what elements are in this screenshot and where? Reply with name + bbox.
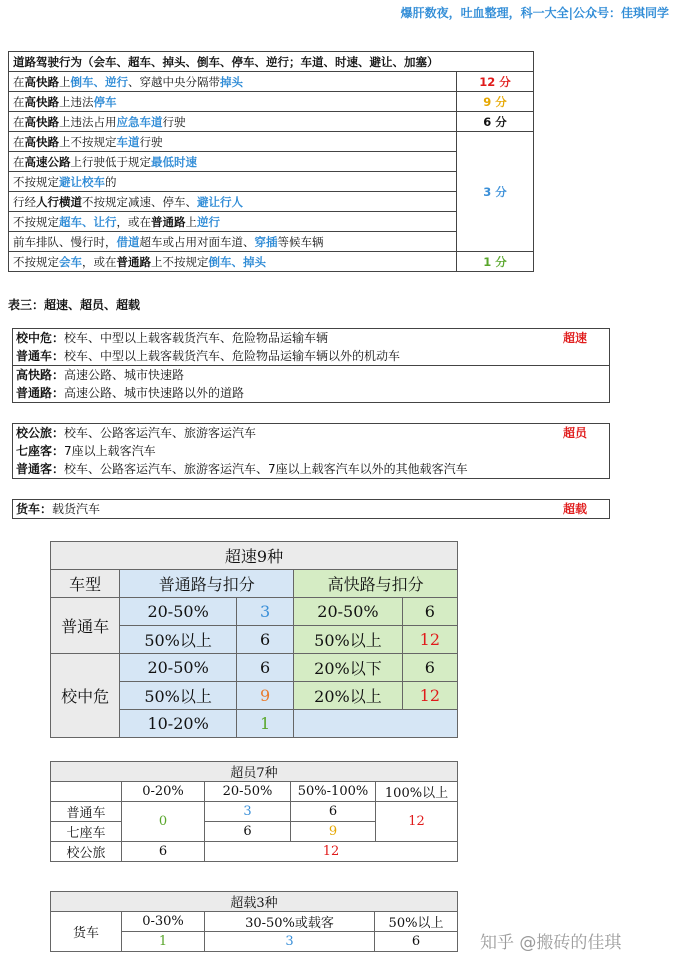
points-12: 12 分 [457,72,534,92]
speeding-tag: 超速 [562,331,587,345]
table-row: 普通车 20-50% 3 20-50% 6 [51,598,458,626]
overload-definitions-box: 货车：载货汽车 超载 [12,499,610,519]
points-1: 1 分 [457,252,534,272]
table-row: 在高速公路上行驶低于规定最低时速 [9,152,534,172]
points-9: 9 分 [457,92,534,112]
table1-title: 道路驾驶行为（会车、超车、掉头、倒车、停车、逆行；车道、时速、避让、加塞） [9,52,534,72]
table-row: 在高快路上不按规定车道行驶 3 分 [9,132,534,152]
table-row: 50%以上 9 20%以上 12 [51,682,458,710]
overcrew-definitions-box: 校公旅：校车、公路客运汽车、旅游客运汽车 超员 七座客：7座以上载客汽车 普通客：校车、公路客运汽车、旅游客运汽车、7座以上载客汽车以外的其他载客汽车 [12,423,610,479]
section-title: 表三：超速、超员、超载 [8,298,141,312]
table-row: 校公旅 6 12 [51,842,458,862]
overcrew-table-title: 超员7种 [51,762,458,782]
speeding-table-title: 超速9种 [51,542,458,570]
overload-table: 超载3种 货车 0-30% 30-50%或载客 50%以上 1 3 6 [50,891,458,952]
overcrew-tag: 超员 [562,426,587,440]
table-row: 不按规定会车，或在普通路上不按规定倒车、掉头 1 分 [9,252,534,272]
overload-tag: 超载 [562,502,587,516]
table-row: 七座车 6 9 [51,822,458,842]
table-row: 前车排队、慢行时，借道超车或占用对面车道、穿插等候车辆 [9,232,534,252]
table-row: 50%以上 6 50%以上 12 [51,626,458,654]
speeding-definitions-box: 校中危：校车、中型以上载客载货汽车、危险物品运输车辆 超速 普通车：校车、中型以上载客载货汽车、危险物品运输车辆以外的机动车 高快路：高速公路、城市快速路 普通路：高速公路、城市快速路以外的道路 [12,328,610,403]
header-banner: 爆肝数夜，吐血整理，科一大全|公众号：佳琪同学 [400,6,669,20]
watermark: 知乎 @搬砖的佳琪 [480,933,622,953]
points-3: 3 分 [457,132,534,252]
table-row: 行经人行横道不按规定减速、停车、避让行人 [9,192,534,212]
overload-table-title: 超载3种 [51,892,458,912]
driving-behavior-table [8,51,534,272]
table-row: 不按规定超车、让行，或在普通路上逆行 [9,212,534,232]
table-row: 1 3 6 [51,932,458,952]
speeding-table: 超速9种 车型 普通路与扣分 高快路与扣分 普通车 20-50% 3 20-50% 6 50%以上 6 50%以上 12 校中危 20-50% 6 20%以下 6 50%以上 9 20%以上 12 10-20% 1 [50,541,458,738]
table-row: 不按规定避让校车的 [9,172,534,192]
table-row: 在高快路上违法停车 9 分 [9,92,534,112]
table-row: 在高快路上违法占用应急车道行驶 6 分 [9,112,534,132]
table-row: 校中危 20-50% 6 20%以下 6 [51,654,458,682]
table-row: 10-20% 1 [51,710,458,738]
overcrew-table: 超员7种 0-20% 20-50% 50%-100% 100%以上 普通车 0 3 6 12 七座车 6 9 校公旅 6 12 [50,761,458,862]
table-row: 在高快路上倒车、逆行、穿越中央分隔带掉头 12 分 [9,72,534,92]
points-6: 6 分 [457,112,534,132]
table-row: 普通车 0 3 6 12 [51,802,458,822]
